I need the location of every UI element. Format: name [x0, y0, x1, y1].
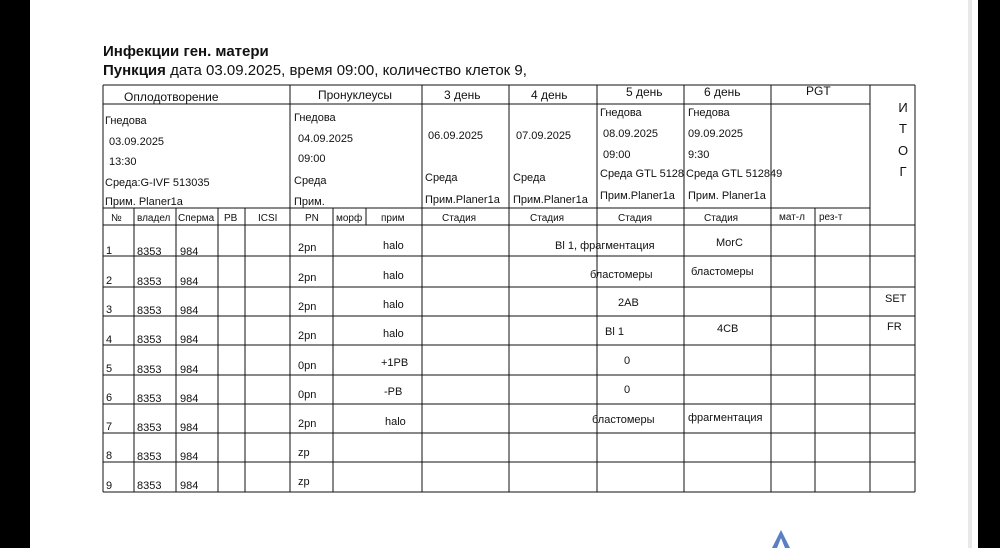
col-number: №: [111, 213, 122, 224]
header-fertilization: Оплодотворение: [124, 90, 219, 104]
d5-info-line: 08.09.2025: [603, 128, 659, 140]
cell-number: 9: [106, 480, 113, 492]
col-result: рез-т: [819, 212, 843, 223]
col-stage-d5: Стадия: [618, 213, 653, 224]
pron-info-line: 09:00: [298, 153, 326, 165]
cell-d5: Bl 1, фрагментация: [555, 240, 655, 252]
itog-letter: О: [897, 143, 909, 158]
cell-pn: 2pn: [298, 242, 317, 254]
cell-owner: 8353: [137, 393, 162, 405]
cell-number: 5: [106, 363, 113, 375]
cell-itog: FR: [887, 321, 902, 333]
cell-number: 2: [106, 275, 113, 287]
puncture-text: дата 03.09.2025, время 09:00, количество клеток 9,: [170, 62, 527, 79]
col-material: мат-л: [779, 212, 805, 223]
cell-owner: 8353: [137, 246, 162, 258]
d3-info-line: Прим.Planer1a: [425, 194, 500, 206]
cell-sperm: 984: [180, 276, 199, 288]
d5-info-line: Среда GTL 5128: [600, 168, 685, 180]
col-owner: владел: [137, 213, 171, 224]
cell-owner: 8353: [137, 276, 162, 288]
cell-number: 3: [106, 304, 113, 316]
header-pgt: PGT: [806, 84, 831, 98]
cell-d5: 0: [624, 384, 631, 396]
cell-sperm: 984: [180, 246, 199, 258]
cell-note: halo: [383, 328, 404, 340]
col-stage-d6: Стадия: [704, 213, 739, 224]
cell-pn: 0pn: [298, 360, 317, 372]
cell-d5: 2AB: [618, 297, 639, 309]
d5-info-line: 09:00: [603, 149, 631, 161]
itog-letter: И: [898, 100, 908, 115]
cell-d5: 0: [624, 355, 631, 367]
cell-sperm: 984: [180, 480, 199, 492]
cell-sperm: 984: [180, 364, 199, 376]
d3-info-line: 06.09.2025: [428, 130, 484, 142]
cell-pn: zp: [298, 476, 310, 488]
cell-note: halo: [383, 270, 404, 282]
cell-pn: 2pn: [298, 330, 317, 342]
cell-note: +1PB: [381, 357, 409, 369]
col-icsi: ICSI: [258, 213, 278, 224]
fert-info-line: 13:30: [109, 156, 137, 168]
cell-d5: бластомеры: [590, 269, 653, 281]
cell-owner: 8353: [137, 422, 162, 434]
cell-note: halo: [383, 299, 404, 311]
header-day5: 5 день: [626, 85, 663, 99]
col-pb: PB: [224, 213, 238, 224]
col-stage-d3: Стадия: [442, 213, 477, 224]
cell-d6: MorC: [716, 237, 743, 249]
cell-sperm: 984: [180, 393, 199, 405]
cell-sperm: 984: [180, 422, 199, 434]
cell-number: 4: [106, 334, 113, 346]
cell-sperm: 984: [180, 334, 199, 346]
cell-note: halo: [385, 416, 406, 428]
d6-info-line: 09.09.2025: [688, 128, 744, 140]
document-title: Инфекции ген. матери: [103, 43, 269, 60]
cell-pn: 2pn: [298, 301, 317, 313]
cell-d5: бластомеры: [592, 414, 655, 426]
cell-pn: zp: [298, 447, 310, 459]
fert-info-line: Прим. Planer1a: [105, 196, 183, 208]
header-day4: 4 день: [531, 88, 568, 102]
cell-d6: 4CB: [717, 323, 739, 335]
cell-owner: 8353: [137, 451, 162, 463]
col-stage-d4: Стадия: [530, 213, 565, 224]
cell-number: 7: [106, 421, 113, 433]
col-morph: морф: [336, 213, 363, 224]
cell-owner: 8353: [137, 305, 162, 317]
cell-number: 8: [106, 450, 113, 462]
header-day6: 6 день: [704, 85, 741, 99]
cell-d6: бластомеры: [691, 266, 754, 278]
d6-info-line: 9:30: [688, 149, 710, 161]
cell-sperm: 984: [180, 451, 199, 463]
cell-d6: фрагментация: [688, 412, 763, 424]
cell-itog: SET: [885, 293, 907, 305]
fert-info-line: Гнедова: [105, 115, 147, 127]
cell-sperm: 984: [180, 305, 199, 317]
header-pronuclei: Пронуклеусы: [318, 88, 393, 102]
cell-pn: 2pn: [298, 418, 317, 430]
cell-owner: 8353: [137, 334, 162, 346]
cell-number: 6: [106, 392, 113, 404]
pron-info-line: Среда: [294, 175, 327, 187]
cell-number: 1: [106, 245, 113, 257]
d4-info-line: 07.09.2025: [516, 130, 572, 142]
d3-info-line: Среда: [425, 172, 458, 184]
itog-letter: Т: [899, 121, 907, 136]
fert-info-line: 03.09.2025: [109, 136, 165, 148]
d4-info-line: Среда: [513, 172, 546, 184]
cell-d5: Bl 1: [605, 326, 624, 338]
cell-pn: 0pn: [298, 389, 317, 401]
col-sperm: Сперма: [178, 213, 215, 224]
cell-note: halo: [383, 240, 404, 252]
header-day3: 3 день: [444, 88, 481, 102]
d6-info-line: Гнедова: [688, 107, 730, 119]
col-pn: PN: [305, 213, 319, 224]
col-note: прим: [381, 213, 405, 224]
fert-info-line: Среда:G-IVF 513035: [105, 177, 210, 189]
d5-info-line: Прим.Planer1a: [600, 190, 675, 202]
cell-pn: 2pn: [298, 272, 317, 284]
cell-owner: 8353: [137, 480, 162, 492]
pron-info-line: Гнедова: [294, 112, 336, 124]
cell-owner: 8353: [137, 364, 162, 376]
d5-info-line: Гнедова: [600, 107, 642, 119]
cell-note: -PB: [384, 386, 403, 398]
puncture-label: Пункция: [103, 62, 166, 79]
pron-info-line: Прим.: [294, 196, 325, 208]
pron-info-line: 04.09.2025: [298, 133, 354, 145]
corner-logo-inner: [777, 538, 785, 548]
d6-info-line: Среда GTL 512849: [686, 168, 783, 180]
d6-info-line: Прим. Planer1a: [688, 190, 766, 202]
d4-info-line: Прим.Planer1a: [513, 194, 588, 206]
itog-letter: Г: [899, 164, 907, 179]
